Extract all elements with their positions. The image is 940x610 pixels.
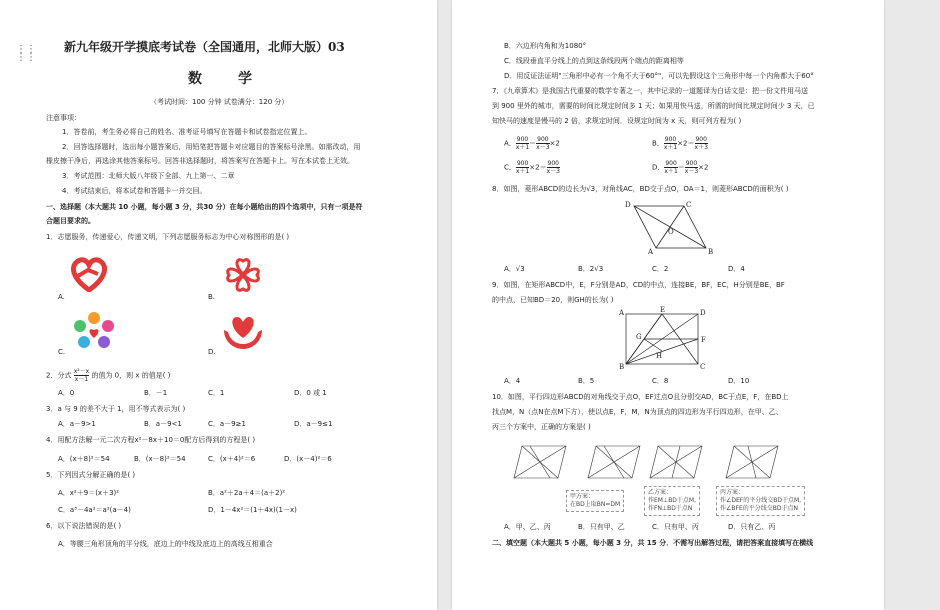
q2-option: B．－1 <box>144 389 168 397</box>
scheme-title: 乙方案： <box>648 489 673 496</box>
exam-subject: 数学 <box>188 71 288 87</box>
scheme-yi <box>644 486 700 516</box>
question-7-cont: 知快马的速度是慢马的 2 倍，求规定时间．设规定时间为 x 天，则可列方程为( ) <box>492 117 742 125</box>
q7-option-label: C． <box>504 163 516 172</box>
vertex-label: O <box>668 228 674 236</box>
scheme-jia <box>566 490 624 512</box>
q7-option <box>652 160 708 175</box>
q8-option: B．2√3 <box>578 265 604 273</box>
q1-option-label: C. <box>58 348 66 356</box>
section1-heading-cont: 合题目要求的。 <box>46 217 95 225</box>
denominator: x＋1 <box>663 144 678 151</box>
vertex-label: D <box>700 309 706 317</box>
question-3: 3．a 与 9 的差不大于 1，用不等式表示为( ) <box>46 405 186 413</box>
q3-option: A．a－9>1 <box>58 420 96 428</box>
fraction <box>685 160 698 175</box>
q9-option: C．8 <box>652 377 669 385</box>
question-9: 9．如图，在矩形ABCD中，E，F分别是AD，CD的中点，连接BE，BF，EC，H分别是BE，BF <box>492 281 785 289</box>
fraction <box>664 136 677 151</box>
q7-option <box>652 136 708 151</box>
q3-option: C．a－9≥1 <box>208 420 246 428</box>
question-9-cont: 的中点，已知BD＝20，则GH的长为( ) <box>492 296 614 304</box>
vertex-label: G <box>636 333 642 341</box>
vertex-label: H <box>656 352 663 360</box>
parallelogram-diagrams <box>508 440 808 484</box>
q6-option: D．用反证法证明"三角形中必有一个角不大于60°"，可以先假设这个三角形中每一个内角都大于60° <box>504 72 814 80</box>
vertex-label: B <box>619 363 625 370</box>
q2-option: C．1 <box>208 389 225 397</box>
scheme-body: 在BD上取BN=DM <box>570 501 621 508</box>
vertex-label: A <box>619 309 625 317</box>
q10-option: D．只有乙、丙 <box>728 523 776 531</box>
operator: ＝ <box>529 139 537 148</box>
q6-option: B．六边形内角和为1080° <box>504 42 587 50</box>
q10-option: B．只有甲、乙 <box>578 523 625 531</box>
vertex-label: D <box>625 201 631 209</box>
q1-option-label: B. <box>208 293 216 301</box>
section1-heading: 一、选择题（本大题共 10 小题，每小题 3 分，共30 分）在每小题给出的四个选项中，只有一项是符 <box>46 203 363 211</box>
q7-option-label: D． <box>652 163 665 172</box>
colorful-hearts-logo <box>70 308 118 354</box>
notes-heading: 注意事项： <box>46 114 81 122</box>
fraction <box>536 136 549 151</box>
operator: ×2＝ <box>677 139 695 148</box>
fraction <box>695 136 708 151</box>
question-7-cont: 到 900 里外的城市，需要的时间比规定时间多 1 天；如果用快马送，所需的时间比规定时间少 3 天，已 <box>492 102 815 110</box>
heart-hand-logo <box>68 256 110 292</box>
q4-option: D．(x－4)²＝6 <box>284 455 332 463</box>
q8-option: A．√3 <box>504 265 525 273</box>
note-line: 2．回答选择题时，选出每小题答案后，用铅笔把答题卡对应题目的答案标号涂黑。如需改动，用 <box>62 143 361 151</box>
numerator: 900 <box>537 136 549 143</box>
scheme-body: 作∠BFE的平分线交BD于点N <box>720 505 798 512</box>
q9-option: B．5 <box>578 377 595 385</box>
denominator: x－3 <box>684 168 699 175</box>
heart-in-hands-logo <box>220 312 266 352</box>
q4-option: A．(x＋8)²＝54 <box>58 455 110 463</box>
q6-option: A．等腰三角形顶角的平分线，底边上的中线及底边上的高线互相重合 <box>58 540 273 548</box>
denominator: x－3 <box>536 144 550 151</box>
question-1: 1．志愿服务，传递爱心，传递文明，下列志愿服务标志为中心对称图形的是( ) <box>46 233 290 241</box>
q4-option: C．(x＋4)²＝6 <box>208 455 256 463</box>
numerator: 900 <box>516 160 529 167</box>
q3-option: B．a－9<1 <box>144 420 182 428</box>
operator: ＝ <box>677 163 685 172</box>
rhombus-diagram <box>622 198 717 256</box>
vertex-label: C <box>700 363 706 370</box>
denominator: x＋1 <box>664 168 678 175</box>
exam-title: 新九年级开学摸底考试卷（全国通用，北师大版）03 <box>64 40 345 54</box>
note-line: 3．考试范围：北师大版八年级下全部、九上第一、二章 <box>62 172 235 180</box>
question-5: 5．下列因式分解正确的是( ) <box>46 471 136 479</box>
q2-prefix: 2．分式 <box>46 371 72 380</box>
question-4: 4．用配方法解一元二次方程x²－8x＋10＝0配方后得到的方程是( ) <box>46 436 256 444</box>
scheme-title: 甲方案： <box>570 493 595 500</box>
q10-option: C．只有甲、丙 <box>652 523 699 531</box>
vertex-label: B <box>708 248 714 256</box>
q2-numerator: x²－x <box>73 368 90 375</box>
q7-option <box>504 160 560 175</box>
denominator: x＋1 <box>515 168 530 175</box>
vertex-label: C <box>686 201 692 209</box>
scheme-title: 丙方案： <box>720 489 745 496</box>
numerator: 900 <box>685 160 698 167</box>
vertex-label: E <box>660 306 666 314</box>
q5-option: B．a²＋2a＋4＝(a＋2)² <box>208 489 286 497</box>
scheme-bing <box>716 486 805 516</box>
q4-option: B．(x－8)²＝54 <box>134 455 186 463</box>
four-hearts-logo <box>218 252 268 298</box>
note-line: 1．答卷前，考生务必将自己的姓名、准考证号填写在答题卡和试卷指定位置上。 <box>62 128 312 136</box>
q7-option <box>504 136 560 151</box>
q8-option: C．2 <box>652 265 669 273</box>
fraction <box>547 160 560 175</box>
q2-suffix: 的值为 0，则 x 的值是( ) <box>91 371 171 380</box>
q3-option: D．a－9≤1 <box>294 420 333 428</box>
question-8: 8．如图，菱形ABCD的边长为√3，对角线AC，BD交于点O，OA＝1，则菱形ABCD的面积为( ) <box>492 185 789 193</box>
denominator: x＋1 <box>515 144 530 151</box>
question-10-cont: 找点M，N（点N在点M下方），使以点E，F，M，N为顶点的四边形为平行四边形，在甲、乙、 <box>492 408 783 416</box>
q2-fraction <box>74 368 90 383</box>
scheme-body: 作FN⊥BD于点N <box>648 505 693 512</box>
q9-option: D．10 <box>728 377 750 385</box>
numerator: 900 <box>695 136 707 143</box>
q2-option: A．0 <box>58 389 75 397</box>
numerator: 900 <box>516 136 529 143</box>
question-7: 7．《九章算术》是我国古代重要的数学专著之一，其中记录的一道题译为白话文是：把一份文件用马送 <box>492 87 808 95</box>
operator: ×2 <box>549 139 560 148</box>
q7-option-label: B． <box>652 139 664 148</box>
scheme-body: 作EM⊥BD于点M, <box>648 497 697 504</box>
q6-option: C．线段垂直平分线上的点到这条线段两个端点的距离相等 <box>504 57 684 65</box>
q10-option: A．甲、乙、丙 <box>504 523 551 531</box>
q7-option-label: A． <box>504 139 516 148</box>
q1-option-label: A. <box>58 293 65 301</box>
numerator: 900 <box>547 160 559 167</box>
section2-heading: 二、填空题（本大题共 5 小题，每小题 3 分，共 15 分．不需写出解答过程，请把答案直接填写在横线 <box>492 539 814 547</box>
denominator: x＋3 <box>694 144 708 151</box>
question-10-cont: 丙三个方案中，正确的方案是( ) <box>492 423 591 431</box>
document-page-2 <box>452 0 884 610</box>
q2-denominator: x－1 <box>74 376 89 383</box>
q5-option: A．x²＋9＝(x＋3)² <box>58 489 120 497</box>
note-line: 橡皮擦干净后，再选涂其他答案标号。回答非选择题时，将答案写在答题卡上。写在本试卷上无效。 <box>46 157 354 165</box>
operator: ×2＝ <box>529 163 547 172</box>
question-10: 10．如图，平行四边形ABCD的对角线交于点O，EF过点O且分别交AD，BC于点E，F，在BD上 <box>492 393 789 401</box>
note-line: 4．考试结束后，将本试卷和答题卡一并交回。 <box>62 187 207 195</box>
denominator: x－3 <box>546 168 560 175</box>
scheme-body: 作∠DEF的平分线交BD于点M, <box>720 497 802 504</box>
exam-info: （考试时间：100 分钟 试卷满分：120 分） <box>150 98 289 106</box>
q5-option: D．1－4x²＝(1＋4x)(1－x) <box>208 506 297 514</box>
numerator: 900 <box>664 136 677 143</box>
vertex-label: F <box>701 336 706 344</box>
question-6: 6．以下说法错误的是( ) <box>46 522 122 530</box>
q1-option-label: D. <box>208 348 216 356</box>
document-page-1 <box>0 0 437 610</box>
q2-option: D．0 或 1 <box>294 389 327 397</box>
drag-handle-icon[interactable]: ⋮⋮ ⋮⋮ <box>16 44 36 63</box>
numerator: 900 <box>665 160 677 167</box>
fraction <box>664 160 677 175</box>
fraction <box>516 136 529 151</box>
fraction <box>516 160 529 175</box>
question-2 <box>46 368 170 383</box>
vertex-label: A <box>648 248 654 256</box>
rectangle-diagram <box>616 306 712 370</box>
operator: ×2 <box>698 163 709 172</box>
q8-option: D．4 <box>728 265 745 273</box>
q9-option: A．4 <box>504 377 521 385</box>
q5-option: C．a³－4a²＝a²(a－4) <box>58 506 131 514</box>
